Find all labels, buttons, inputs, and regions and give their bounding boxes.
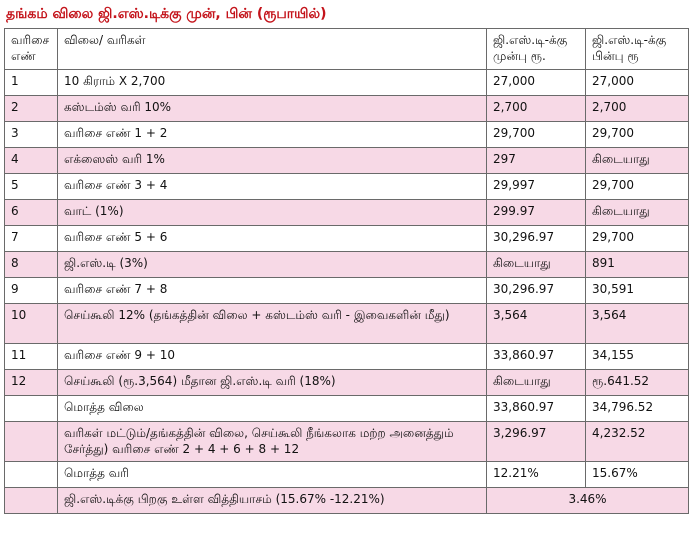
row-after-gst: 34,155: [586, 344, 689, 370]
row-after-gst: 30,591: [586, 278, 689, 304]
row-description: வரிசை எண் 9 + 10: [58, 344, 487, 370]
table-body: [5, 70, 689, 514]
row-before-gst: கிடையாது: [487, 370, 586, 396]
summary-description: ஜி.எஸ்.டிக்கு பிறகு உள்ள வித்தியாசம் (15.67% -12.21%): [58, 488, 487, 514]
row-after-gst: 29,700: [586, 122, 689, 148]
row-serial: [5, 462, 58, 488]
row-after-gst: 29,700: [586, 226, 689, 252]
row-after-gst: ரூ.641.52: [586, 370, 689, 396]
row-after-gst: 4,232.52: [586, 422, 689, 462]
table-title: தங்கம் விலை ஜி.எஸ்.டிக்கு முன், பின் (ரூபாயில்): [6, 6, 327, 22]
row-before-gst: 3,296.97: [487, 422, 586, 462]
row-before-gst: 29,997: [487, 174, 586, 200]
row-serial: 11: [5, 344, 58, 370]
row-after-gst: 891: [586, 252, 689, 278]
row-serial: [5, 422, 58, 462]
row-after-gst: 29,700: [586, 174, 689, 200]
row-serial: 10: [5, 304, 58, 344]
row-description: ஜி.எஸ்.டி (3%): [58, 252, 487, 278]
row-before-gst: 30,296.97: [487, 278, 586, 304]
table-row: [5, 174, 689, 200]
table-row: [5, 304, 689, 344]
row-serial: 4: [5, 148, 58, 174]
row-before-gst: 30,296.97: [487, 226, 586, 252]
row-before-gst: 12.21%: [487, 462, 586, 488]
summary-row: [5, 488, 689, 514]
row-serial: 5: [5, 174, 58, 200]
row-serial: 2: [5, 96, 58, 122]
row-description: கஸ்டம்ஸ் வரி 10%: [58, 96, 487, 122]
row-description: வரிசை எண் 1 + 2: [58, 122, 487, 148]
row-before-gst: 27,000: [487, 70, 586, 96]
header-row: [5, 29, 689, 70]
table-row: [5, 252, 689, 278]
row-description: வரிகள் மட்டும்/தங்கத்தின் விலை, செய்கூலி நீங்கலாக மற்ற அனைத்தும் சேர்த்து) வரிசை எண் 2 + 4 + 6 + 8 + 12: [58, 422, 487, 462]
row-before-gst: 3,564: [487, 304, 586, 344]
table-row: [5, 344, 689, 370]
table-row: [5, 396, 689, 422]
row-description: வாட் (1%): [58, 200, 487, 226]
row-serial: 8: [5, 252, 58, 278]
row-serial: 1: [5, 70, 58, 96]
row-description: மொத்த விலை: [58, 396, 487, 422]
row-description: 10 கிராம் X 2,700: [58, 70, 487, 96]
row-after-gst: 15.67%: [586, 462, 689, 488]
row-serial: [5, 396, 58, 422]
table-row: [5, 462, 689, 488]
row-description: மொத்த வரி: [58, 462, 487, 488]
summary-value: 3.46%: [487, 488, 689, 514]
row-before-gst: கிடையாது: [487, 252, 586, 278]
row-serial: 6: [5, 200, 58, 226]
row-before-gst: 297: [487, 148, 586, 174]
summary-serial-cell: [5, 488, 58, 514]
row-after-gst: கிடையாது: [586, 200, 689, 226]
table-row: [5, 96, 689, 122]
gold-price-table: [4, 28, 689, 514]
row-before-gst: 2,700: [487, 96, 586, 122]
row-after-gst: கிடையாது: [586, 148, 689, 174]
row-serial: 7: [5, 226, 58, 252]
row-description: செய்கூலி (ரூ.3,564) மீதான ஜி.எஸ்.டி வரி (18%): [58, 370, 487, 396]
row-serial: 3: [5, 122, 58, 148]
row-before-gst: 29,700: [487, 122, 586, 148]
table-row: [5, 122, 689, 148]
row-before-gst: 33,860.97: [487, 344, 586, 370]
row-serial: 12: [5, 370, 58, 396]
row-description: வரிசை எண் 5 + 6: [58, 226, 487, 252]
row-after-gst: 2,700: [586, 96, 689, 122]
table-row: [5, 148, 689, 174]
table-row: [5, 370, 689, 396]
row-serial: 9: [5, 278, 58, 304]
row-description: வரிசை எண் 7 + 8: [58, 278, 487, 304]
row-before-gst: 299.97: [487, 200, 586, 226]
row-description: செய்கூலி 12% (தங்கத்தின் விலை + கஸ்டம்ஸ் வரி - இவைகளின் மீது): [58, 304, 487, 344]
table-row: [5, 422, 689, 462]
row-before-gst: 33,860.97: [487, 396, 586, 422]
row-after-gst: 27,000: [586, 70, 689, 96]
table-row: [5, 278, 689, 304]
table-row: [5, 200, 689, 226]
table-row: [5, 226, 689, 252]
row-description: எக்ஸைஸ் வரி 1%: [58, 148, 487, 174]
row-after-gst: 3,564: [586, 304, 689, 344]
header-description: விலை/ வரிகள்: [58, 29, 487, 70]
header-after-gst: ஜி.எஸ்.டி-க்கு பின்பு ரூ: [586, 29, 689, 70]
row-description: வரிசை எண் 3 + 4: [58, 174, 487, 200]
header-before-gst: ஜி.எஸ்.டி-க்கு முன்பு ரூ.: [487, 29, 586, 70]
header-serial: வரிசை எண்: [5, 29, 58, 70]
table-row: [5, 70, 689, 96]
row-after-gst: 34,796.52: [586, 396, 689, 422]
